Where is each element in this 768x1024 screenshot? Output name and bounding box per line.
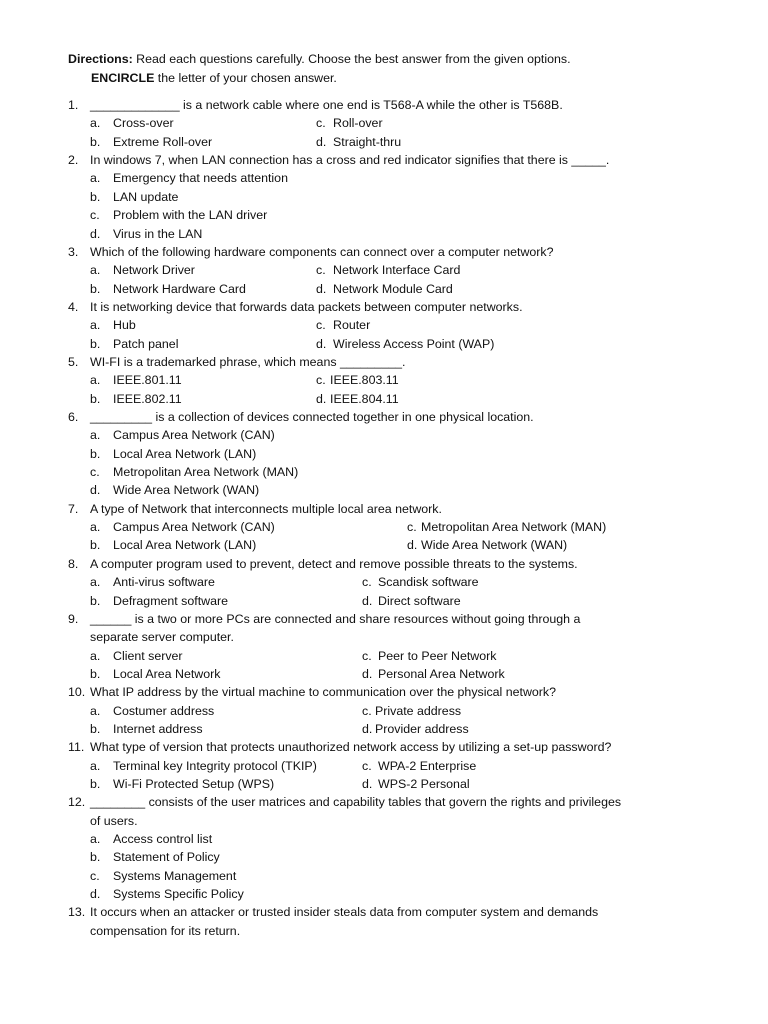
- option-text: Wi-Fi Protected Setup (WPS): [113, 777, 275, 791]
- directions-line-1: [68, 51, 571, 67]
- option-text: Provider address: [375, 721, 469, 736]
- option-letter: c.: [362, 648, 372, 663]
- option-text: Wireless Access Point (WAP): [333, 336, 495, 351]
- question-text: _____________ is a network cable where one end is T568-A while the other is T568B.: [90, 98, 563, 112]
- option-text: Cross-over: [113, 116, 174, 131]
- option-letter: b.: [90, 777, 101, 791]
- option-letter: c.: [362, 703, 372, 718]
- option-letter: c.: [90, 208, 100, 223]
- option-letter: a.: [90, 428, 101, 443]
- option-letter: a.: [90, 575, 101, 590]
- option-letter: c.: [90, 868, 100, 883]
- option-letter: d.: [362, 666, 373, 681]
- option-text: Virus in the LAN: [113, 226, 203, 241]
- option-text: Wide Area Network (WAN): [113, 483, 260, 498]
- question-text: ________ consists of the user matrices and capability tables that govern the rights and privileges: [90, 795, 622, 810]
- question-text: Which of the following hardware components can connect over a computer network?: [90, 244, 554, 259]
- option-letter: a.: [90, 318, 101, 333]
- option-letter: b.: [90, 850, 101, 865]
- option-text: Campus Area Network (CAN): [113, 520, 275, 534]
- option-letter: d.: [90, 226, 101, 241]
- question-text: of users.: [90, 813, 138, 828]
- option-letter: b.: [90, 391, 101, 406]
- option-text: Metropolitan Area Network (MAN): [113, 465, 299, 479]
- option-text: Costumer address: [113, 703, 215, 718]
- directions-emphasis: ENCIRCLE: [91, 71, 155, 85]
- option-text: Local Area Network (LAN): [113, 446, 257, 461]
- question-number: 6.: [68, 410, 79, 424]
- option-letter: b.: [90, 593, 101, 608]
- question-number: 3.: [68, 244, 79, 259]
- question-number: 9.: [68, 611, 79, 626]
- option-text: Local Area Network: [113, 666, 221, 681]
- option-text: Statement of Policy: [113, 850, 220, 865]
- option-text: Client server: [113, 648, 183, 663]
- question-text: What type of version that protects unauthorized network access by utilizing a set-up password?: [90, 740, 612, 755]
- question-number: 5.: [68, 354, 79, 369]
- option-letter: d.: [90, 483, 101, 498]
- option-letter: c.: [362, 758, 372, 773]
- option-text: Hub: [113, 318, 136, 333]
- option-letter: b.: [90, 336, 101, 351]
- option-letter: d.: [362, 593, 373, 608]
- directions-text: Read each questions carefully. Choose the best answer from the given options.: [136, 52, 571, 66]
- option-text: Peer to Peer Network: [378, 648, 497, 663]
- option-text: Router: [333, 318, 371, 333]
- option-letter: c.: [407, 520, 417, 534]
- directions-label: Directions:: [68, 52, 133, 66]
- question-text: WI-FI is a trademarked phrase, which means _________.: [90, 354, 406, 369]
- option-text: Scandisk software: [378, 575, 479, 590]
- question-text: separate server computer.: [90, 630, 234, 645]
- option-letter: c.: [316, 263, 326, 278]
- option-text: IEEE.803.11: [330, 373, 399, 388]
- option-text: Problem with the LAN driver: [113, 208, 268, 223]
- option-text: Internet address: [113, 721, 203, 736]
- option-letter: d.: [316, 391, 327, 406]
- option-letter: a.: [90, 703, 101, 718]
- option-letter: a.: [90, 373, 101, 388]
- option-text: Metropolitan Area Network (MAN): [421, 520, 607, 534]
- option-text: IEEE.802.11: [113, 391, 182, 406]
- question-number: 12.: [68, 795, 86, 810]
- option-text: Terminal key Integrity protocol (TKIP): [113, 758, 317, 773]
- question-number: 11.: [68, 740, 85, 755]
- option-letter: d.: [316, 134, 327, 149]
- option-text: IEEE.801.11: [113, 373, 182, 388]
- question-text: What IP address by the virtual machine to communication over the physical network?: [90, 685, 557, 700]
- question-text: In windows 7, when LAN connection has a cross and red indicator signifies that there is _____.: [90, 153, 610, 168]
- option-text: Wide Area Network (WAN): [421, 538, 568, 553]
- option-text: Systems Specific Policy: [113, 887, 244, 902]
- option-text: Straight-thru: [333, 134, 402, 149]
- option-text: Network Hardware Card: [113, 281, 246, 296]
- question-number: 7.: [68, 501, 79, 516]
- option-letter: c.: [362, 575, 372, 590]
- option-text: Access control list: [113, 832, 213, 846]
- option-letter: b.: [90, 538, 101, 553]
- option-letter: c.: [316, 318, 326, 333]
- option-text: Private address: [375, 703, 462, 718]
- question-text: A type of Network that interconnects multiple local area network.: [90, 501, 442, 516]
- option-text: Defragment software: [113, 593, 229, 608]
- option-text: Personal Area Network: [378, 666, 505, 681]
- option-letter: c.: [316, 116, 326, 131]
- question-number: 10.: [68, 685, 86, 700]
- option-letter: d.: [362, 777, 373, 791]
- option-text: Patch panel: [113, 336, 179, 351]
- question-text: A computer program used to prevent, detect and remove possible threats to the systems.: [90, 556, 578, 571]
- question-text: _________ is a collection of devices connected together in one physical location.: [90, 410, 534, 424]
- question-text: It occurs when an attacker or trusted insider steals data from computer system and demands: [90, 905, 599, 920]
- option-text: Local Area Network (LAN): [113, 538, 257, 553]
- question-number: 4.: [68, 299, 79, 314]
- question-text: ______ is a two or more PCs are connected and share resources without going through a: [90, 611, 581, 626]
- question-number: 13.: [68, 905, 86, 920]
- option-text: Direct software: [378, 593, 461, 608]
- option-letter: c.: [90, 465, 100, 479]
- option-text: Systems Management: [113, 868, 237, 883]
- option-letter: d.: [316, 336, 327, 351]
- question-number: 2.: [68, 153, 79, 168]
- option-letter: a.: [90, 171, 101, 186]
- option-letter: a.: [90, 648, 101, 663]
- option-letter: a.: [90, 758, 101, 773]
- option-letter: d.: [407, 538, 418, 553]
- option-text: LAN update: [113, 189, 179, 204]
- option-text: Network Module Card: [333, 281, 453, 296]
- question-text: compensation for its return.: [90, 923, 241, 938]
- option-text: Anti-virus software: [113, 575, 215, 590]
- option-letter: b.: [90, 666, 101, 681]
- option-text: IEEE.804.11: [330, 391, 399, 406]
- option-text: Network Driver: [113, 263, 195, 278]
- option-letter: a.: [90, 116, 101, 131]
- option-text: WPS-2 Personal: [378, 777, 470, 791]
- option-letter: b.: [90, 189, 101, 204]
- option-letter: b.: [90, 721, 101, 736]
- option-text: Extreme Roll-over: [113, 134, 213, 149]
- option-text: WPA-2 Enterprise: [378, 758, 477, 773]
- option-text: Emergency that needs attention: [113, 171, 288, 186]
- option-letter: b.: [90, 281, 101, 296]
- question-text: It is networking device that forwards data packets between computer networks.: [90, 299, 523, 314]
- option-text: Campus Area Network (CAN): [113, 428, 275, 443]
- option-letter: d.: [362, 721, 373, 736]
- option-letter: a.: [90, 520, 101, 534]
- option-text: Roll-over: [333, 116, 383, 131]
- option-letter: d.: [316, 281, 327, 296]
- question-number: 8.: [68, 556, 79, 571]
- option-letter: c.: [316, 373, 326, 388]
- directions-text-2: the letter of your chosen answer.: [157, 71, 337, 85]
- option-letter: d.: [90, 887, 101, 902]
- option-letter: b.: [90, 446, 101, 461]
- option-letter: a.: [90, 263, 101, 278]
- option-letter: b.: [90, 134, 101, 149]
- option-letter: a.: [90, 832, 101, 846]
- option-text: Network Interface Card: [333, 263, 461, 278]
- question-number: 1.: [68, 98, 79, 112]
- directions-line-2: [91, 70, 337, 86]
